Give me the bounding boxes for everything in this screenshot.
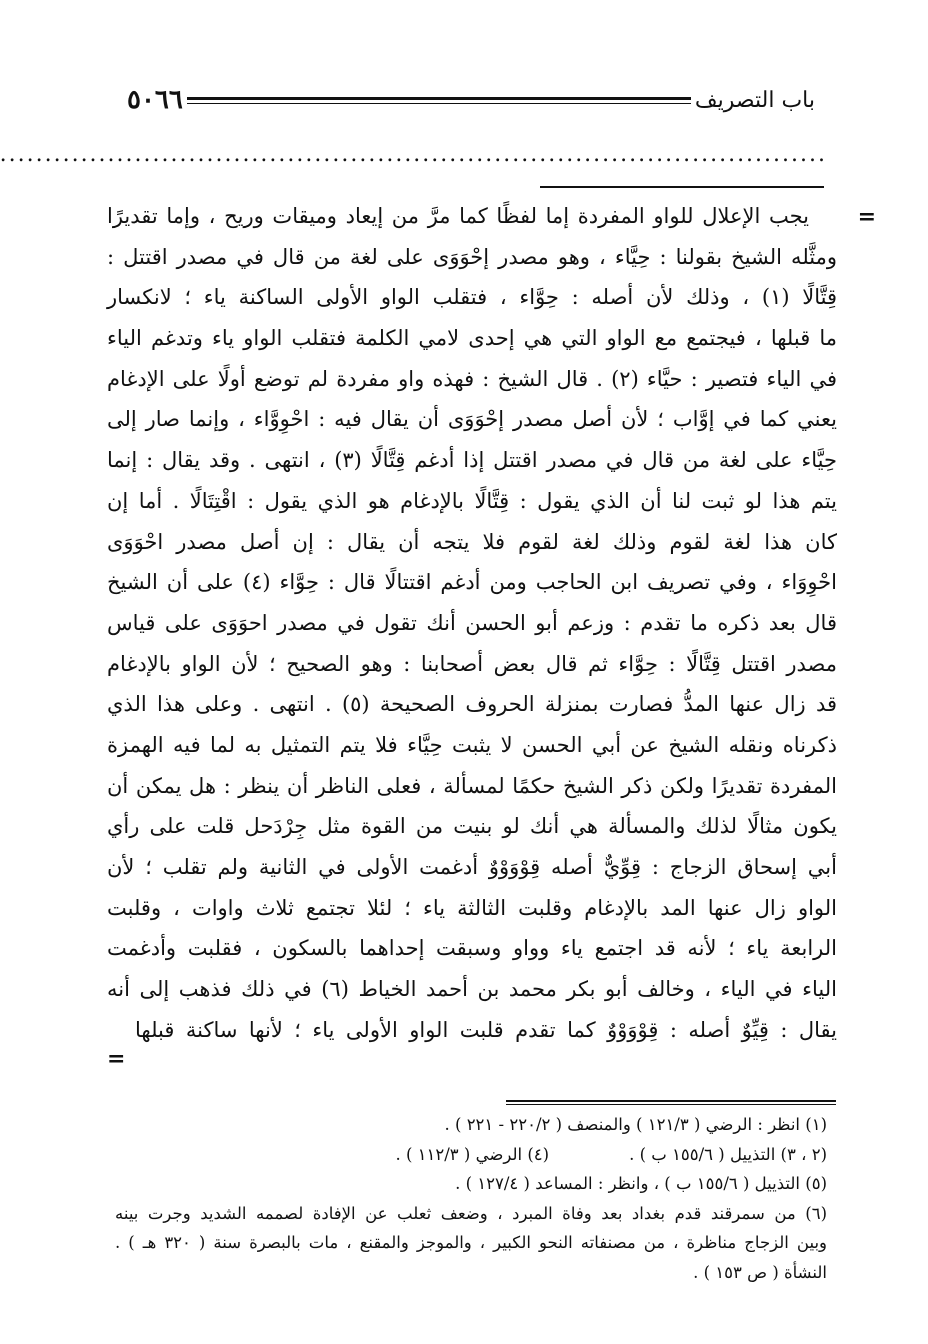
footnote-row-2-4 [115, 1140, 827, 1170]
chapter-title: باب التصريف [694, 87, 815, 113]
body-line: احْوِوَاء ، وفي تصريف ابن الحاجب ومن أدغم اقتتالًا قال : حِوَّاء (٤) على أن الشيخ [107, 570, 837, 595]
footnote-4: (٤) الرضي ( ١١٢/٣ ) . [395, 1144, 550, 1164]
body-line: حِيَّاء على لغة من قال في مصدر اقتتل إذا أدغم قِتَّالًا (٣) ، انتهى . وقد يقال : إنما [107, 448, 837, 473]
body-line: ما قبلها ، فيجتمع مع الواو التي هي إحدى لامي الكلمة فتقلب الواو ياء وتدغم الياء [107, 326, 837, 351]
body-line: الرابعة ياء ؛ لأنه قد اجتمع ياء وواو وسبقت إحداهما بالسكون ، فقلبت وأدغمت [107, 936, 837, 961]
footnote-2-3: (٢ ، ٣) التذييل ( ١٥٥/٦ ب ) . [629, 1144, 827, 1164]
body-line: أبي إسحاق الزجاج : قِوِّيٌّ أصله قِوْوَوْوٌ أدغمت الأولى في الثانية ولم تقلب ؛ لأن [107, 855, 837, 879]
page-number: ٥٠٦٦ [127, 85, 183, 115]
body-line: الياء في الياء ، وخالف أبو بكر محمد بن أحمد الخياط (٦) في ذلك فذهب إلى أنه [107, 977, 837, 1002]
continuation-mark-start: = [857, 204, 876, 230]
footnote-5: (٥) التذييل ( ١٥٥/٦ ب ) ، وانظر : المساعد ( ١٢٧/٤ ) . [455, 1174, 827, 1193]
body-line: ومثَّله الشيخ بقولنا : حِيَّاء ، وهو مصدر إحْوَوَى على لغة من قال في مصدر اقتتل : [107, 244, 837, 269]
body-line: قال بعد ذكره ما تقدم : وزعم أبو الحسن أنك تقول في مصدر احوَوَى على قياس [107, 610, 837, 635]
body-line: الواو زال عنها المد بالإدغام وقلبت الثالثة ياء ؛ لئلا تجتمع ثلاث واوات ، وقلبت [107, 895, 837, 920]
body-line: ذكرناه ونقله الشيخ عن أبي الحسن لا يثبت حِيَّاء فلا يتم التمثيل به لما فيه الهمزة [107, 732, 837, 757]
body-line: قِتَّالًا (١) ، وذلك لأن أصله : حِوَّاء ، فتقلب الواو الأولى الساكنة ياء ؛ لانكسار [107, 285, 837, 310]
body-line: يكون مثالًا لذلك والمسألة هي أنك لو بنيت من القوة مثل جِرْدَحل قلت على رأي [107, 814, 837, 839]
body-line: مصدر اقتتل قِتَّالًا : حِوَّاء ثم قال بعض أصحابنا : وهو الصحيح ؛ لأن الواو بالإدغام [107, 651, 837, 676]
footnote-6-line-1: (٦) من سمرقند قدم بغداد بعد وفاة المبرد ، وضعف ثعلب عن الإفادة لصممه الشديد وجرت بينه [115, 1203, 827, 1223]
body-line: يتم هذا لو ثبت لنا أن الذي يقول : قِتَّالًا بالإدغام هو الذي يقول : اقْتِتَالًا . أما إن [107, 488, 837, 513]
body-line: في الياء فتصير : حيَّاء (٢) . قال الشيخ : فهذه واو مفردة لم توضع أولًا على الإدغام [107, 366, 837, 391]
body-line: يجب الإعلال للواو المفردة إما لفظًا كما مرَّ من إيعاد وميقات وريح ، وإما تقديرًا [107, 204, 809, 228]
footnote-6-line-3: النشأة ( ص ١٥٣ ) . [693, 1262, 827, 1282]
body-line: يعني كما في إوَّاب ؛ لأن أصل مصدر إحْوَوَى أن يقال فيه : احْوِوَّاء ، وإنما صار إلى [107, 407, 837, 432]
top-rule [540, 186, 824, 188]
header-rule [187, 97, 691, 104]
body-text [107, 196, 837, 1050]
ellipsis-line: ............................................................................................ [0, 142, 827, 167]
body-line: كان هذا لغة لقوم وذلك لغة لقوم فلا يتجه أن يقال : إن أصل مصدر احْوَوَى [107, 529, 837, 554]
footnote-6-line-2: وبين الزجاج مناظرة ، من مصنفاته النحو الكبير ، والموجز والمقنع ، مات بالبصرة سنة ( ٣٢٠ هـ ) . [115, 1233, 828, 1252]
footnote-1: (١) انظر : الرضي ( ١٢١/٣ ) والمنصف ( ٢٢٠/٢ - ٢٢١ ) . [444, 1115, 827, 1134]
footnote-rule [506, 1100, 836, 1105]
body-line: المفردة تقديرًا ولكن ذكر الشيخ حكمًا لمسألة ، فعلى الناظر أن ينظر : هل يمكن أن [107, 773, 837, 798]
continuation-mark-end: = [107, 1046, 126, 1072]
body-line: قد زال عنها المدُّ فصارت بمنزلة الحروف الصحيحة (٥) . انتهى . وعلى هذا الذي [107, 692, 838, 717]
body-line: يقال : قِيِّوٌ أصله : قِوْوَوْوٌ كما تقدم قلبت الواو الأولى ياء ؛ لأنها ساكنة قبلها [135, 1017, 837, 1042]
page-header [115, 82, 827, 118]
footnotes [115, 1110, 827, 1287]
